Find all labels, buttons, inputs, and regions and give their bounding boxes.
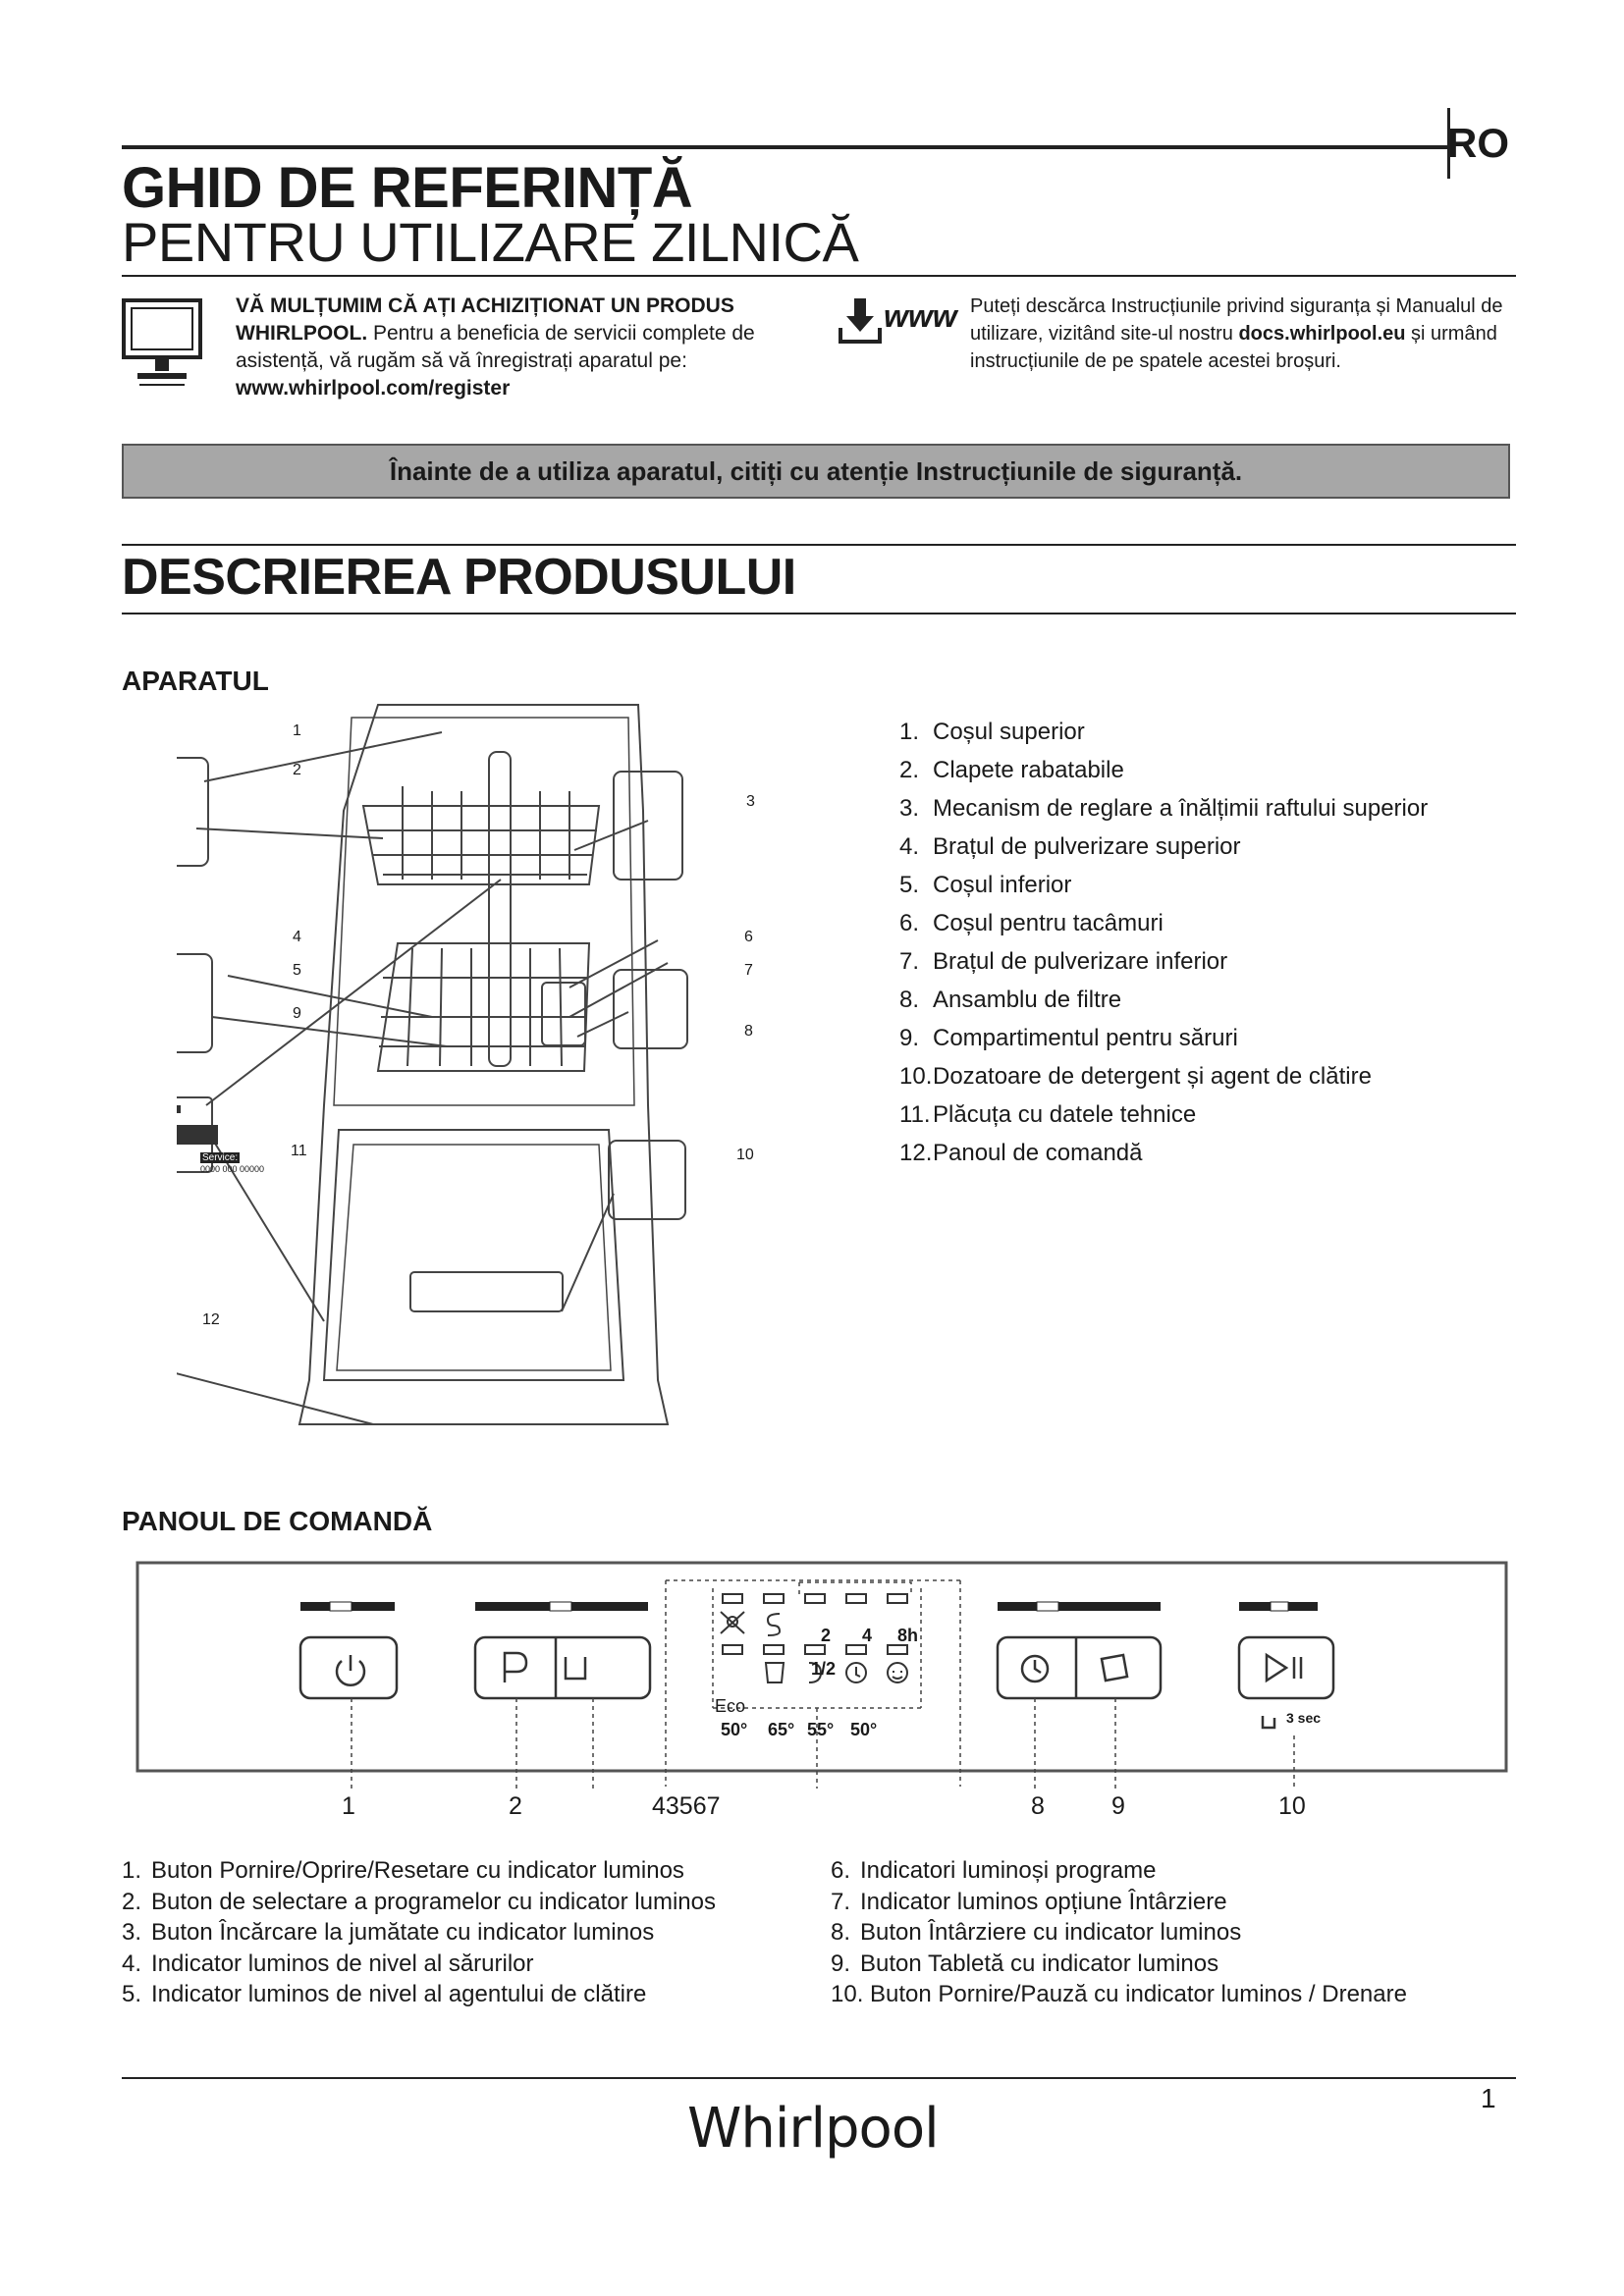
list-item: 8. Ansamblu de filtre [899, 987, 1122, 1013]
panel-legend-left [122, 1855, 829, 2010]
upper-basket [363, 806, 599, 884]
callout-11: 11 [291, 1143, 307, 1159]
appliance-parts-list [899, 713, 1528, 1172]
docs-link[interactable]: docs.whirlpool.eu [1238, 323, 1406, 345]
download-icon [837, 294, 884, 347]
footer-rule [122, 2077, 1516, 2079]
inset-height-mechanism [614, 772, 682, 880]
inset-dispenser [609, 1141, 685, 1219]
list-item: 11. Plăcuța cu datele tehnice [899, 1101, 1197, 1128]
intro-download-text: Puteți descărca Instrucțiunile privind siguranța și Manualul de utilizare, vizitând site-ul nostru docs.whirlpool.eu și urmând instrucțiunile de pe spatele acestei broșuri. [970, 295, 1503, 372]
register-link[interactable]: www.whirlpool.com/register [236, 377, 511, 400]
callout-12: 12 [202, 1311, 220, 1328]
list-item: 2. Clapete rabatabile [899, 757, 1124, 783]
list-item: 9. Compartimentul pentru săruri [899, 1025, 1238, 1051]
panel-number-10: 10 [1278, 1792, 1306, 1820]
panel-number-9: 9 [1111, 1792, 1125, 1820]
door [324, 1130, 623, 1380]
appliance-title: APARATUL [122, 666, 269, 696]
rating-plate-service: Service: [202, 1152, 239, 1163]
list-item: 6. Indicatori luminoși programe [831, 1857, 1157, 1884]
list-item: 10. Buton Pornire/Pauză cu indicator luminos / Drenare [831, 1981, 1407, 2007]
callout-3: 3 [746, 793, 755, 810]
list-item: 4. Brațul de pulverizare superior [899, 833, 1241, 860]
panel-number-1: 1 [342, 1792, 355, 1820]
delay-label-4: 4 [862, 1626, 873, 1645]
www-label: www [884, 298, 957, 334]
detergent-dispenser [410, 1272, 563, 1311]
panel-number-3-7: 43567 [652, 1792, 721, 1820]
section-top-rule [122, 544, 1516, 546]
list-item: 3. Buton Încărcare la jumătate cu indicator luminos [122, 1919, 655, 1946]
language-code: RO [1447, 120, 1509, 166]
temp-label-4: 50° [850, 1720, 878, 1739]
section-title: DESCRIEREA PRODUSULUI [122, 549, 796, 606]
program-half-button [475, 1637, 650, 1698]
callout-7: 7 [744, 962, 753, 979]
title-subtitle: PENTRU UTILIZARE ZILNICĂ [122, 211, 859, 273]
list-item: 2. Buton de selectare a programelor cu indicator luminos [122, 1888, 716, 1915]
inset-salt [177, 954, 212, 1052]
rating-plate-code: 0000 000 00000 [200, 1164, 265, 1174]
delay-label-8h: 8h [897, 1626, 919, 1645]
list-item: 5. Indicator luminos de nivel al agentului de clătire [122, 1981, 647, 2007]
intro-thanks-text: VĂ MULȚUMIM CĂ AȚI ACHIZIȚIONAT UN PRODUS WHIRLPOOL. Pentru a beneficia de servicii complete de asistență, vă rugăm să vă înregistrați aparatul pe: www.whirlpool.com/register [236, 294, 755, 400]
eco-label: Eco [715, 1696, 746, 1716]
list-item: 4. Indicator luminos de nivel al sărurilor [122, 1949, 534, 1977]
power-button [300, 1637, 397, 1698]
page-number: 1 [1481, 2083, 1496, 2113]
computer-icon [118, 294, 206, 393]
panel-legend-right [831, 1855, 1518, 2010]
temp-label-1: 50° [721, 1720, 748, 1739]
list-item: 1. Buton Pornire/Oprire/Resetare cu indicator luminos [122, 1857, 684, 1884]
callout-5: 5 [293, 962, 301, 979]
whirlpool-logo: Whirlpool [687, 2097, 939, 2161]
callout-1: 1 [293, 722, 301, 739]
list-item: 7. Indicator luminos opțiune Întârziere [831, 1888, 1227, 1915]
drain-label: 3 sec [1286, 1710, 1322, 1726]
callout-10: 10 [736, 1147, 754, 1163]
section-bottom-rule [122, 613, 1516, 614]
header-bottom-rule [122, 275, 1516, 277]
temp-label-2: 65° [768, 1720, 795, 1739]
callout-8: 8 [744, 1023, 753, 1040]
list-item: 9. Buton Tabletă cu indicator luminos [831, 1949, 1219, 1977]
list-item: 5. Coșul inferior [899, 872, 1072, 898]
callout-6: 6 [744, 929, 753, 945]
list-item: 6. Coșul pentru tacâmuri [899, 910, 1164, 936]
inset-flaps [177, 758, 208, 866]
control-panel-title: PANOUL DE COMANDĂ [122, 1506, 433, 1536]
panel-number-8: 8 [1031, 1792, 1045, 1820]
list-item: 3. Mecanism de reglare a înălțimii raftului superior [899, 795, 1429, 822]
inset-filter [614, 970, 687, 1048]
panel-number-2: 2 [509, 1792, 522, 1820]
callout-4: 4 [293, 929, 301, 945]
list-item: 7. Brațul de pulverizare inferior [899, 948, 1228, 975]
dishwasher-diagram [177, 693, 785, 1439]
list-item: 10.Dozatoare de detergent și agent de clătire [899, 1063, 1372, 1090]
title-bold: GHID DE REFERINȚĂ [122, 156, 693, 220]
list-item: 1. Coșul superior [899, 719, 1085, 745]
callout-9: 9 [293, 1005, 301, 1022]
cabinet-outline [299, 705, 668, 1424]
header-top-rule [122, 145, 1451, 149]
delay-label-2: 2 [821, 1626, 832, 1645]
list-item: 8. Buton Întârziere cu indicator luminos [831, 1919, 1242, 1946]
half-load-label: 1/2 [811, 1659, 837, 1679]
list-item: 12.Panoul de comandă [899, 1140, 1143, 1166]
safety-banner: Înainte de a utiliza aparatul, citiți cu atenție Instrucțiunile de siguranță. [122, 444, 1510, 499]
temp-label-3: 55° [807, 1720, 835, 1739]
callout-2: 2 [293, 762, 301, 778]
